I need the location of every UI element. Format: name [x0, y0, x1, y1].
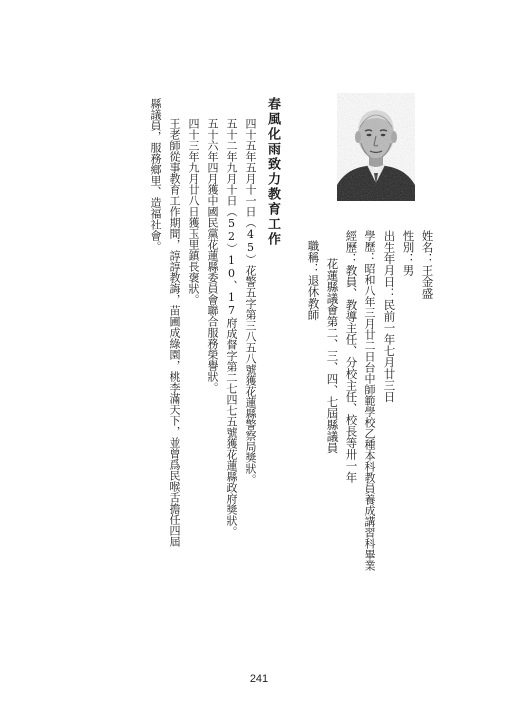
section-line: 五十二年九月十日（52）10、17府成督字第二七四七五號獲花蓮縣政府獎狀。 — [225, 118, 238, 537]
profile-career: 經歷：教員、教導主任、分校主任、校長等卅一年 — [344, 230, 359, 483]
portrait-illustration — [337, 93, 415, 201]
section-heading: 春風化雨致力教育工作 — [265, 97, 280, 247]
section-line: 五十六年四月獲中國民黨花蓮縣委員會聯合服務榮譽狀。 — [206, 118, 219, 393]
profile-education: 學歷：昭和八年三月廿二日台中師範學校乙種本科教員養成講習科畢業 — [363, 230, 376, 571]
section-line: 四十三年九月廿八日獲玉里鎮長褒狀。 — [187, 118, 200, 305]
profile-council: 花蓮縣議會第二、三、四、七屆縣議員 — [325, 258, 340, 454]
portrait-photo — [337, 93, 415, 201]
section-line: 四十五年五月十一日（45）花警五字第三八五八號獲花蓮縣警察局獎狀。 — [244, 118, 257, 485]
page-number: 241 — [249, 673, 269, 685]
profile-birth: 出生年月日：民前一年七月廿三日 — [382, 230, 397, 403]
profile-name: 姓名：王金盛 — [420, 230, 435, 299]
section-line: 王老師從事教育工作期間，諄諄教誨，苗圃成綠園，桃李滿天下，並曾爲民喉舌擔任四屆 — [168, 118, 181, 547]
profile-title: 職稱：退休教師 — [306, 240, 321, 321]
section-line: 縣議員，服務鄉里、造福社會。 — [149, 98, 162, 252]
profile-gender: 性別：男 — [401, 230, 416, 276]
